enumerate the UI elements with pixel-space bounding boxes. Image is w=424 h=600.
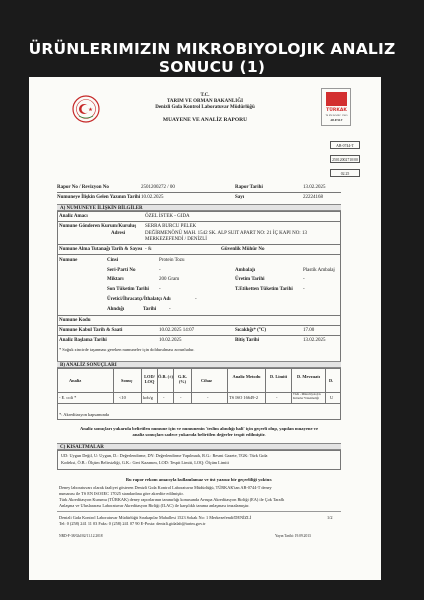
address-line-2: MERKEZEFENDİ / DENİZLİ (145, 237, 207, 242)
turkak-logo (321, 88, 351, 126)
page-banner-title: ÜRÜNLERIMIZIN MIKROBIYOLOJIK ANALIZ SONUCU (1) (28, 40, 396, 76)
col-regulation: D. Mevzuatı (297, 374, 320, 379)
result-uncertainty: - (163, 395, 165, 400)
section-c-header (57, 443, 341, 450)
expiry-label: Son Tüketim Tarihi (107, 287, 149, 292)
temperature-value: 17.00 (303, 328, 315, 333)
analysis-start-label: Analiz Başlama Tarihi (59, 338, 107, 343)
result-evaluation: U (330, 395, 334, 400)
letter-date-value: 10.02.2025 (141, 195, 164, 200)
batch-value: - (159, 268, 161, 273)
batch-label: Seri-Parti No (107, 268, 136, 273)
sample-type-value: Protein Tozu (159, 258, 185, 263)
footer-text-2: numarası ile TS EN ISO/IEC 17025 standardına göre akredite edilmiştir. (59, 491, 184, 496)
production-date-label: Üretim Tarihi (235, 277, 265, 282)
result-method: TS ISO 16649-2 (229, 395, 259, 400)
address-line-1: DEĞİRMENÖNÜ MAH. 1542 SK. ALP SUIT APART NO: 21 İÇ KAPI NO: 13 (145, 231, 307, 236)
expiry-value: - (159, 287, 161, 292)
turkak-logo-sub: TS EN ISO/IEC 17025 (325, 114, 348, 117)
report-title: MUAYENE VE ANALİZ RAPORU (162, 117, 248, 123)
purpose-label: Analiz Amacı (59, 214, 88, 219)
col-analysis: Analiz (69, 378, 82, 383)
security-label: Güvenlik Mühür No (221, 247, 265, 252)
cold-chain-footnote: * Soğuk zincirde taşınması gereken numuneler için doldurulması zorunludur. (59, 347, 195, 352)
sample-code-label: Numune Kodu (59, 318, 91, 323)
purpose-value: ÖZEL İSTEK - GIDA (145, 214, 190, 219)
footer-text-3: Türk Akreditasyon Kurumu (TÜRKAK) deney raporlarının tanınırlığı konusunda Avrupa Akreditasyon Birliği (EA) ile Çok Taraflı (59, 497, 285, 502)
amount-label: Miktarı (107, 277, 124, 282)
col-uncertainty: Ö.B. (±) (158, 374, 173, 379)
col-lod-loq: LOD/ LOQ (144, 374, 155, 384)
best-before-label: T.Etiketten Tüketim Tarihi (235, 287, 293, 292)
sender-value: SERRA BURCU PELEK (145, 224, 197, 229)
result-unit: kob/g (143, 395, 154, 400)
accredited-note: *: Akreditasyon kapsamında (59, 412, 109, 417)
taken-label: Alındığı (107, 307, 125, 312)
turkak-mark-icon (326, 92, 347, 106)
package-value: Plastik Ambalaj (303, 268, 335, 273)
report-date-value: 13.02.2025 (303, 185, 326, 190)
producer-value: - (195, 297, 197, 302)
col-recovery: G.K. (%) (177, 374, 188, 384)
abbreviations-line-2: Kodeksi, Ö.B.: Ölçüm Belirsizliği, G.K.: Geri Kazanım, LOD: Tespit Limiti, LOQ: Ölçüm Limiti (61, 460, 229, 465)
section-b-header (57, 361, 341, 368)
sampling-value: - & (145, 247, 152, 252)
producer-label: Üretici/İhracatçı/İthalatçı Adı (107, 297, 171, 302)
taken-date-value: - (169, 307, 171, 312)
result-device: - (207, 395, 209, 400)
badge-accreditation-code: AB-0744-T (330, 141, 360, 149)
report-date-label: Rapor Tarihi (235, 185, 263, 190)
footer-text-4: Anlaşma ve Uluslararası Laboratuvar Akreditasyon Birliği (ILAC) ile karşılıklı tanıma anlaşması imzalamıştır. (59, 503, 250, 508)
number-label: Sayı (235, 195, 245, 200)
section-b-title: B) ANALİZ SONUÇLARI (60, 363, 117, 368)
col-device: Cihaz (201, 378, 212, 383)
footer-publish-date: Yayın Tarihi: 19.09.2013 (275, 534, 311, 538)
analysis-end-label: Bitiş Tarihi (235, 338, 260, 343)
col-limit: D. Limiti (269, 374, 288, 379)
footer-text-1: Deney laboratuvarı olarak faaliyet gösteren Denizli Gıda Kontrol Laboratuvar Müdürlüğü, TÜRKAK'tan AB-0744-T deney (59, 485, 272, 490)
accept-label: Numune Kabul Tarih & Saati (59, 328, 123, 333)
abbreviations-line-1: UD: Uygun Değil, U: Uygun, D.: Değerlendirme, DY: Değerlendirme Yapılmadı, R.G.: Resmi Gazete, TGK: Türk Gıda (61, 453, 268, 458)
analysis-end-value: 13.02.2025 (303, 338, 326, 343)
disclaimer-line-2: analiz sonuçları sadece yukarıda belirtilen değerler tespit edilmiştir. (132, 432, 266, 437)
amount-value: 200 Gram (159, 277, 180, 282)
badge-report-number: 25012002710/00 (330, 155, 360, 163)
taken-date-label: Tarihi (143, 307, 157, 312)
section-c-title: C) KISALTMALAR (60, 445, 104, 450)
turkak-logo-text: TÜRKAK (326, 108, 347, 113)
col-evaluation: D. (329, 378, 334, 383)
result-analysis: - E. coli * (59, 395, 77, 400)
result-regulation: TGK - Mikrobiyoloji k Kriterler Yönetmeliği (293, 392, 321, 400)
sample-label: Numune (59, 258, 78, 263)
letter-date-label: Numuneye İlişkin Gelen Yazının Tarihi (57, 195, 141, 200)
col-result: Sonuç (121, 378, 133, 383)
badge-date: 02.25 (330, 169, 360, 177)
sampling-label: Numune Alma Tutanağı Tarih & Sayısı (59, 247, 143, 252)
sample-type-label: Cinsi (107, 258, 119, 263)
package-label: Ambalajı (235, 268, 255, 273)
footer-lab-address: Denizli Gıda Kontrol Laboratuvar Müdürlüğü Sırakapılar Mahallesi 1523 Sokak No: 1 Merkezefendi/DENİZLİ (59, 515, 252, 520)
footer-contact: Tel: 0 (258) 241 11 03 Faks: 0 (258) 241 07 90 E-Posta: denizli.gidalab@tarim.gov.tr (59, 521, 206, 526)
result-recovery: - (180, 395, 182, 400)
section-a-title: A) NUMUNEYE İLİŞKİN BİLGİLER (60, 206, 143, 211)
report-no-label: Rapor No / Revizyon No (57, 185, 109, 190)
turkak-logo-code: AB-0744-T (330, 119, 343, 122)
analysis-start-value: 10.02.2025 (159, 338, 182, 343)
temperature-label: Sıcaklığı* (°C) (235, 328, 267, 333)
header-ministry: TARIM VE ORMAN BAKANLIĞI (166, 99, 244, 104)
address-label: Adresi (111, 231, 126, 236)
analysis-report-document (29, 77, 381, 580)
best-before-value: - (303, 287, 305, 292)
header-tc: T.C. (200, 93, 210, 98)
accept-value: 10.02.2025 14:07 (159, 328, 195, 333)
col-method: Analiz Metodu (232, 374, 261, 379)
header-laboratory: Denizli Gıda Kontrol Laboratuvar Müdürlüğü (155, 105, 255, 110)
number-value: 22224168 (303, 195, 323, 200)
result-value: <10 (119, 395, 126, 400)
footer-signed-note: Bu rapor rekom amacıyla kullanılamaz ve üst yazısız bir geçerliliği yoktur. (125, 477, 273, 482)
production-date-value: - (303, 277, 305, 282)
disclaimer-line-1: Analiz sonuçları yukarıda belirtilen numune için ve numunenin 'teslim alındığı hali' için geçerli olup, yapılan muayene ve (79, 426, 318, 431)
result-limit: - (276, 395, 278, 400)
footer-page-number: 1/2 (327, 515, 333, 520)
sender-label: Numune Gönderen Kurum/Kuruluş (59, 224, 137, 229)
footer-form-code: NRD-F-38/Gkl/02/11.12.2018 (59, 534, 103, 538)
section-a-header (57, 204, 341, 211)
report-no-value: 2501200272 / 00 (141, 185, 175, 190)
